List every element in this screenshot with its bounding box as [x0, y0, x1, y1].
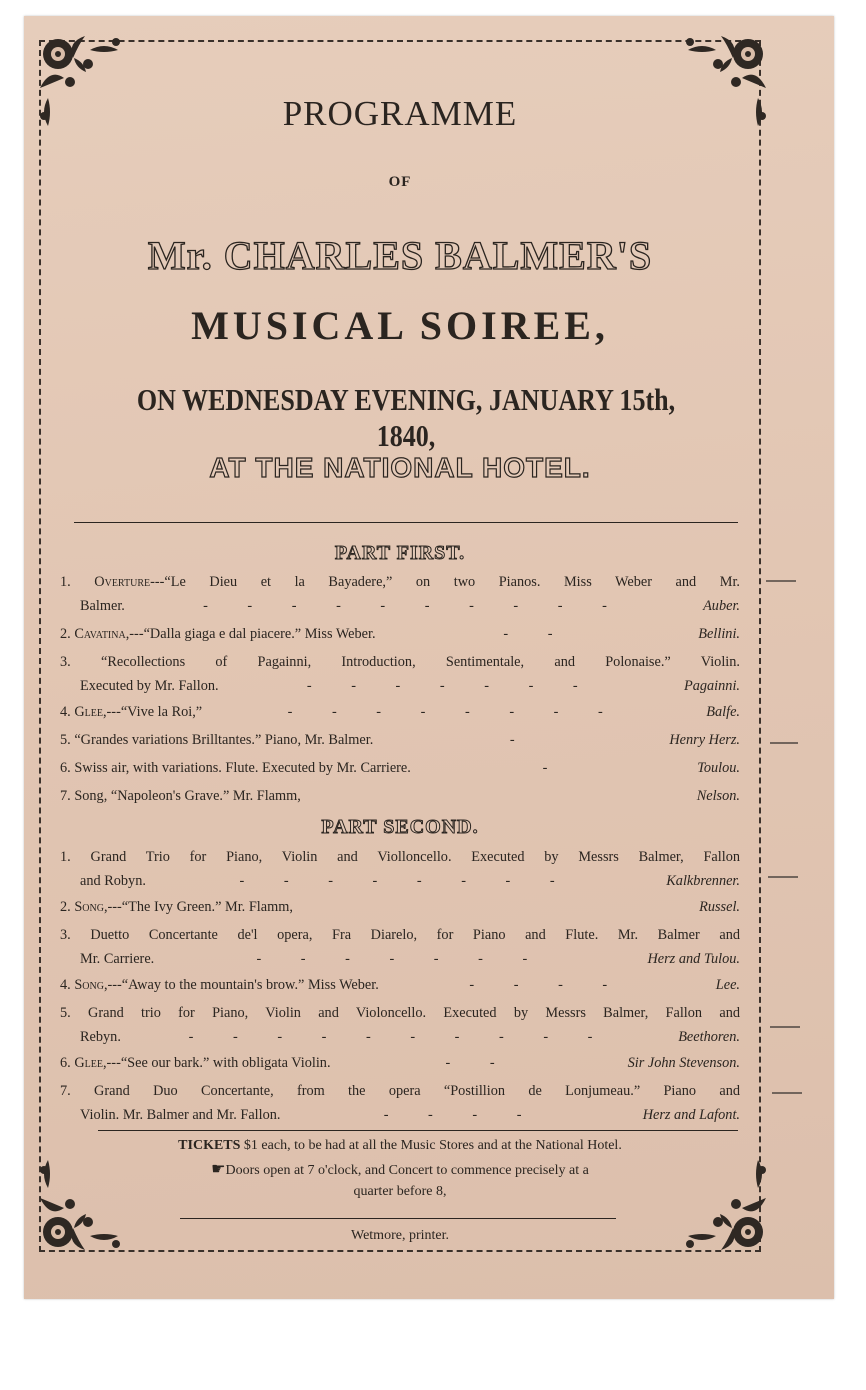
programme-item: 7. Song, “Napoleon's Grave.” Mr. Flamm, Nelson.: [60, 788, 740, 804]
programme-item: 6. Swiss air, with variations. Flute. Executed by Mr. Carriere. - Toulou.: [60, 760, 740, 776]
programme-item: 5. “Grandes variations Brilltantes.” Piano, Mr. Balmer. - Henry Herz.: [60, 732, 740, 748]
programme-item: 2. Song,---“The Ivy Green.” Mr. Flamm, Russel.: [60, 899, 740, 915]
footer-rule: [98, 1130, 738, 1131]
doors-info: Doors open at 7 o'clock, and Concert to commence precisely at a: [225, 1163, 589, 1178]
performer-name: Mr. CHARLES BALMER'S: [147, 233, 653, 278]
margin-mark: [766, 580, 796, 582]
event-title: MUSICAL SOIREE,: [191, 303, 609, 348]
programme-title: PROGRAMME: [282, 94, 518, 133]
programme-item: 3. “Recollections of Pagainni, Introduction, Sentimentale, and Polonaise.” Violin. Executed by Mr. Fallon. - - - - - - - Pagainni.: [60, 654, 740, 694]
part-second-heading: PART SECOND.: [321, 816, 479, 838]
title-of: OF: [388, 174, 412, 190]
tickets-info: $1 each, to be had at all the Music Stores and at the National Hotel.: [243, 1138, 622, 1153]
programme-item: 2. Cavatina,---“Dalla giaga e dal piacere.” Miss Weber. - - Bellini.: [60, 626, 740, 642]
printer-credit: Wetmore, printer.: [350, 1228, 449, 1243]
printer-rule: [180, 1218, 616, 1219]
tickets-label: TICKETS: [178, 1138, 241, 1153]
header-rule: [74, 522, 738, 523]
pointing-hand-icon: ☛: [211, 1161, 226, 1178]
programme-item: 4. Glee,---“Vive la Roi,” - - - - - - - - Balfe.: [60, 704, 740, 720]
tickets-line: [50, 1134, 750, 1158]
programme-item: 4. Song,---“Away to the mountain's brow.” Miss Weber. - - - - Lee.: [60, 977, 740, 993]
margin-mark: [770, 1026, 800, 1028]
part-first-heading: PART FIRST.: [334, 542, 466, 564]
event-venue: AT THE NATIONAL HOTEL.: [209, 452, 591, 483]
event-date: ON WEDNESDAY EVENING, JANUARY 15th, 1840,: [136, 382, 676, 453]
programme-item: 5. Grand trio for Piano, Violin and Violoncello. Executed by Messrs Balmer, Fallon and Rebyn. - - - - - - - - - - Beethoren.: [60, 1005, 740, 1045]
programme-item: 6. Glee,---“See our bark.” with obligata Violin. - - Sir John Stevenson.: [60, 1055, 740, 1071]
programme-item: 1. Grand Trio for Piano, Violin and Violloncello. Executed by Messrs Balmer, Fallon and Robyn. - - - - - - - - Kalkbrenner.: [60, 849, 740, 889]
margin-mark: [772, 1092, 802, 1094]
margin-mark: [768, 876, 798, 878]
programme-item: 3. Duetto Concertante de'l opera, Fra Diarelo, for Piano and Flute. Mr. Balmer and Mr. Carriere. - - - - - - - Herz and Tulou.: [60, 927, 740, 967]
margin-mark: [770, 742, 798, 744]
programme-item: 1. Overture---“Le Dieu et la Bayadere,” on two Pianos. Miss Weber and Mr. Balmer. - - - - - - - - - - Auber.: [60, 574, 740, 614]
programme-item: 7. Grand Duo Concertante, from the opera “Postillion de Lonjumeau.” Piano and Violin. Mr. Balmer and Mr. Fallon. - - - - Herz and Lafont.: [60, 1083, 740, 1123]
doors-line-2: quarter before 8,: [353, 1184, 447, 1199]
